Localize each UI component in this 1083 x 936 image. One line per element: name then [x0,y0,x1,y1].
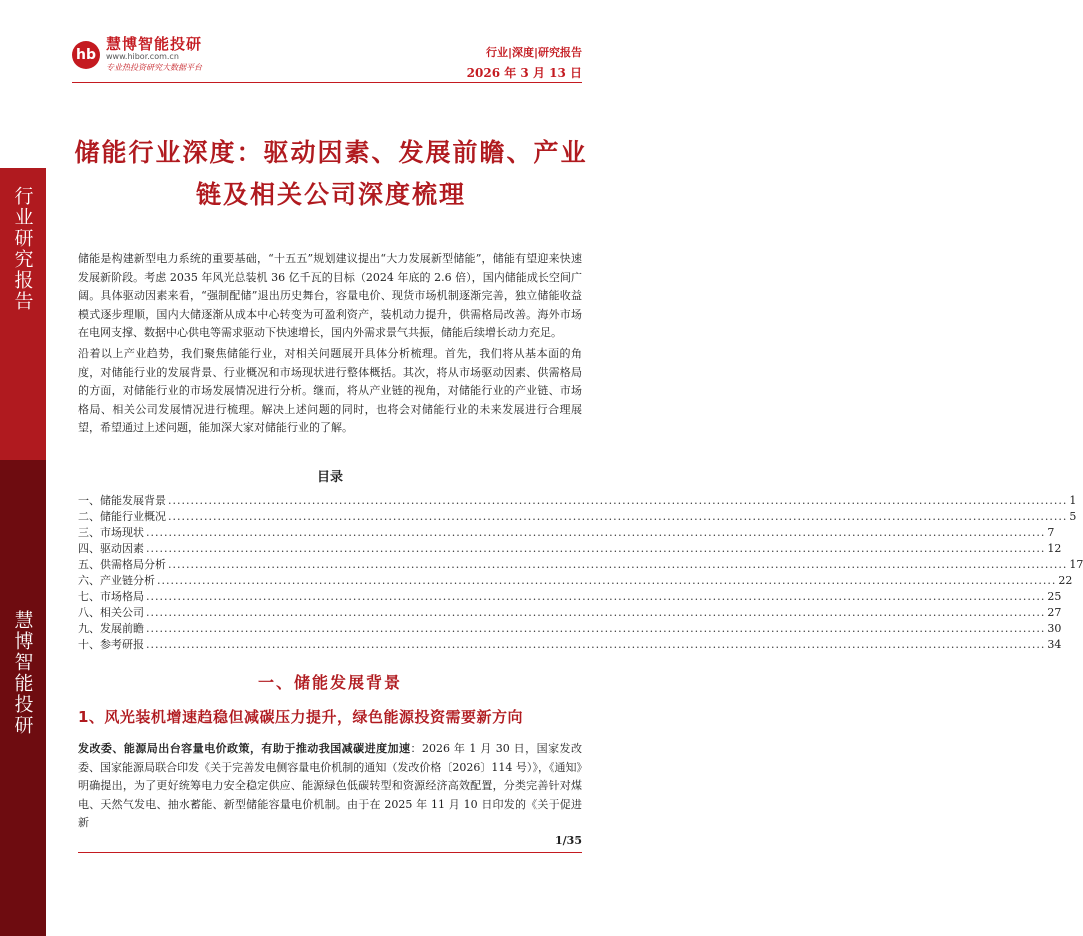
toc-item[interactable] [78,493,1077,509]
section-title: 一、储能发展背景 [257,673,402,692]
report-date: 2026 年 3 月 13 日 [466,66,582,80]
toc-item-label: 五、供需格局分析 [78,558,166,571]
toc-leader-dots: ........................................................................................................................................................................................................ [146,526,1046,539]
toc-leader-dots: ........................................................................................................................................................................................................ [146,638,1046,651]
toc-leader-dots: ........................................................................................................................................................................................................ [168,510,1068,523]
toc-leader-dots: ........................................................................................................................................................................................................ [146,542,1046,555]
toc-item[interactable] [78,637,1062,653]
intro-paragraph-1: 储能是构建新型电力系统的重要基础，“十五五”规划建议提出“大力发展新型储能”，储能有望迎来快速发展新阶段。考虑 2035 年风光总装机 36 亿千瓦的目标（2024 年底的 2.6 倍），国内储能成长空间广阔。具体驱动因素来看，“强制配储”退出历史舞台，容量电价、现货市场机制逐渐完善，独立储能收益模式逐步理顺，国内大储逐渐从成本中心转变为可盈利资产，装机动力提升，供需格局改善。海外市场在电网支撑、数据中心供电等需求驱动下快速增长，国内外需求景气共振，储能后续增长动力充足。 [78,252,582,339]
section-paragraph [78,740,582,833]
toc-leader-dots: ........................................................................................................................................................................................................ [146,606,1046,619]
toc-title: 目录 [316,470,343,485]
section-lead-bold: 发改委、能源局出台容量电价政策，有助于推动我国减碳进度加速 [78,742,411,755]
toc-leader-dots: ........................................................................................................................................................................................................ [168,558,1068,571]
toc-item-label: 八、相关公司 [78,606,144,619]
section-lead-text: ：2026 年 1 月 30 日，国家发改委、国家能源局联合印发《关于完善发电侧容量电价机制的通知（发改价格〔2026〕114 号）》，《通知》明确提出，为了更好统筹电力安全稳定供应、能源绿色低碳转型和资源经济高效配置，分类完善针对煤电、天然气发电、抽水蓄能、新型储能容量电价机制。由于在 2025 年 11 月 10 日印发的《关于促进新 [78,742,582,829]
toc-item-page: 30 [1047,622,1062,635]
toc-item[interactable] [78,541,1062,557]
toc-item-label: 六、产业链分析 [78,574,155,587]
toc-item-page: 5 [1069,510,1077,523]
toc-item-label: 一、储能发展背景 [78,494,166,507]
sidebar-top-band [0,168,46,460]
brand-logo [72,36,202,73]
toc-item[interactable] [78,605,1062,621]
title-line-2: 链及相关公司深度梳理 [195,180,466,209]
toc-item-page: 7 [1047,526,1055,539]
toc-item-label: 七、市场格局 [78,590,144,603]
toc-item-label: 九、发展前瞻 [78,622,144,635]
toc-item[interactable] [78,621,1062,637]
toc-leader-dots: ........................................................................................................................................................................................................ [146,622,1046,635]
toc-item-page: 25 [1047,590,1062,603]
toc-item[interactable] [78,557,1083,573]
section-subtitle: 1、风光装机增速趋稳但减碳压力提升，绿色能源投资需要新方向 [78,708,523,726]
toc-item[interactable] [78,589,1062,605]
footer-divider [78,852,582,853]
intro-paragraph-2: 沿着以上产业趋势，我们聚焦储能行业，对相关问题展开具体分析梳理。首先，我们将从基本面的角度，对储能行业的发展背景、行业概况和市场现状进行整体概括。其次，将从市场驱动因素、供需格局的方面，对储能行业的市场发展情况进行分析。继而，将从产业链的视角，对储能行业的产业链、市场格局、相关公司发展情况进行梳理。解决上述问题的同时，也将会对储能行业的未来发展进行合理展望，希望通过上述问题，能加深大家对储能行业的了解。 [78,347,582,434]
toc-leader-dots: ........................................................................................................................................................................................................ [157,574,1057,587]
logo-url: www.hibor.com.cn [106,52,179,61]
sidebar-bottom-label: 慧博智能投研 [11,610,34,736]
logo-slogan: 专业热投资研究大数据平台 [106,63,202,72]
toc-item-label: 十、参考研报 [78,638,144,651]
toc-item-page: 12 [1047,542,1062,555]
toc-item-page: 27 [1047,606,1062,619]
header-divider [72,82,582,83]
toc-item-page: 17 [1069,558,1083,571]
toc-item-label: 三、市场现状 [78,526,144,539]
table-of-contents [78,466,1083,653]
toc-item-page: 22 [1058,574,1073,587]
toc-leader-dots: ........................................................................................................................................................................................................ [168,494,1068,507]
sidebar-bottom-band [0,460,46,936]
title-line-1: 储能行业深度：驱动因素、发展前瞻、产业 [74,138,588,167]
report-header [467,44,582,81]
toc-item-label: 四、驱动因素 [78,542,144,555]
toc-item-page: 1 [1069,494,1077,507]
toc-item-label: 二、储能行业概况 [78,510,166,523]
toc-item-page: 34 [1047,638,1062,651]
logo-name: 慧博智能投研 [106,35,203,53]
sidebar-top-label: 行业研究报告 [11,186,34,312]
report-type: 行业|深度|研究报告 [485,46,582,59]
toc-leader-dots: ........................................................................................................................................................................................................ [146,590,1046,603]
toc-item[interactable] [78,525,1055,541]
toc-item[interactable] [78,573,1073,589]
logo-mark-icon: hb [72,41,100,69]
toc-item[interactable] [78,509,1077,525]
page-number: 1/35 [555,834,582,847]
report-title [60,132,602,216]
